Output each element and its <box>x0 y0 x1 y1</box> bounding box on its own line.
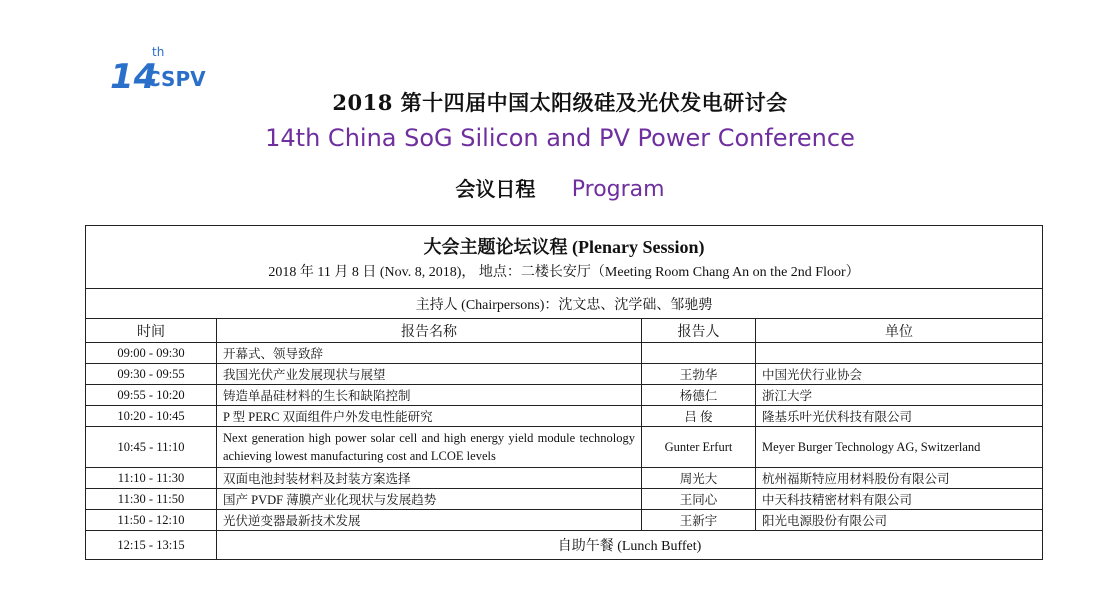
row-org: 浙江大学 <box>756 385 1043 406</box>
table-row <box>86 510 1043 531</box>
lunch-row <box>86 531 1043 560</box>
row-speaker: 王勃华 <box>642 364 756 385</box>
logo-suffix: th <box>152 45 165 59</box>
col-header-time: 时间 <box>86 319 217 343</box>
row-time: 09:00 - 09:30 <box>86 343 217 364</box>
lunch-time: 12:15 - 13:15 <box>86 531 217 560</box>
row-time: 09:30 - 09:55 <box>86 364 217 385</box>
row-time: 10:20 - 10:45 <box>86 406 217 427</box>
row-org: 杭州福斯特应用材料股份有限公司 <box>756 468 1043 489</box>
row-talk: 国产 PVDF 薄膜产业化现状与发展趋势 <box>217 489 642 510</box>
row-time: 11:50 - 12:10 <box>86 510 217 531</box>
table-row <box>86 385 1043 406</box>
row-org: 中国光伏行业协会 <box>756 364 1043 385</box>
column-header-row <box>86 319 1043 343</box>
title-english: 14th China SoG Silicon and PV Power Conference <box>265 124 855 152</box>
row-speaker <box>642 343 756 364</box>
col-header-talk: 报告名称 <box>217 319 642 343</box>
col-header-org: 单位 <box>756 319 1043 343</box>
row-org: 中天科技精密材料有限公司 <box>756 489 1043 510</box>
logo-number: 14 <box>110 57 158 94</box>
row-org: 阳光电源股份有限公司 <box>756 510 1043 531</box>
row-speaker: Gunter Erfurt <box>642 427 756 468</box>
program-heading <box>0 173 1120 202</box>
table-row <box>86 427 1043 468</box>
row-speaker: 王新宇 <box>642 510 756 531</box>
table-row <box>86 364 1043 385</box>
logo-name: CSPV <box>146 67 206 91</box>
row-time: 10:45 - 11:10 <box>86 427 217 468</box>
table-row <box>86 406 1043 427</box>
row-talk: 铸造单晶硅材料的生长和缺陷控制 <box>217 385 642 406</box>
row-speaker: 王同心 <box>642 489 756 510</box>
row-talk: 双面电池封装材料及封装方案选择 <box>217 468 642 489</box>
program-heading-en: Program <box>571 177 665 202</box>
row-talk: 光伏逆变器最新技术发展 <box>217 510 642 531</box>
table-row <box>86 343 1043 364</box>
row-org: 隆基乐叶光伏科技有限公司 <box>756 406 1043 427</box>
col-header-speaker: 报告人 <box>642 319 756 343</box>
row-talk: 我国光伏产业发展现状与展望 <box>217 364 642 385</box>
row-time: 11:30 - 11:50 <box>86 489 217 510</box>
row-speaker: 周光大 <box>642 468 756 489</box>
row-org: Meyer Burger Technology AG, Switzerland <box>756 427 1043 468</box>
session-title: 大会主题论坛议程 (Plenary Session) <box>423 237 705 257</box>
session-header-row <box>86 226 1043 289</box>
row-speaker: 吕 俊 <box>642 406 756 427</box>
row-time: 09:55 - 10:20 <box>86 385 217 406</box>
program-heading-cn: 会议日程 <box>455 177 536 201</box>
session-date-location: 2018 年 11 月 8 日 (Nov. 8, 2018)， 地点：二楼长安厅（Meeting Room Chang An on the 2nd Floor） <box>268 265 860 280</box>
chairpersons: 主持人 (Chairpersons)：沈文忠、沈学础、邹驰骋 <box>86 289 1043 319</box>
row-talk: Next generation high power solar cell and high energy yield module technology achieving lowest manufacturing cost and LCOE levels <box>217 427 642 468</box>
agenda-table <box>85 225 1043 560</box>
row-org <box>756 343 1043 364</box>
table-row <box>86 489 1043 510</box>
session-header <box>86 226 1043 289</box>
table-row <box>86 468 1043 489</box>
row-time: 11:10 - 11:30 <box>86 468 217 489</box>
row-talk: P 型 PERC 双面组件户外发电性能研究 <box>217 406 642 427</box>
row-speaker: 杨德仁 <box>642 385 756 406</box>
title-chinese: 2018 第十四届中国太阳级硅及光伏发电研讨会 <box>332 90 788 115</box>
row-talk: 开幕式、领导致辞 <box>217 343 642 364</box>
chairpersons-row <box>86 289 1043 319</box>
lunch-label: 自助午餐 (Lunch Buffet) <box>217 531 1043 560</box>
